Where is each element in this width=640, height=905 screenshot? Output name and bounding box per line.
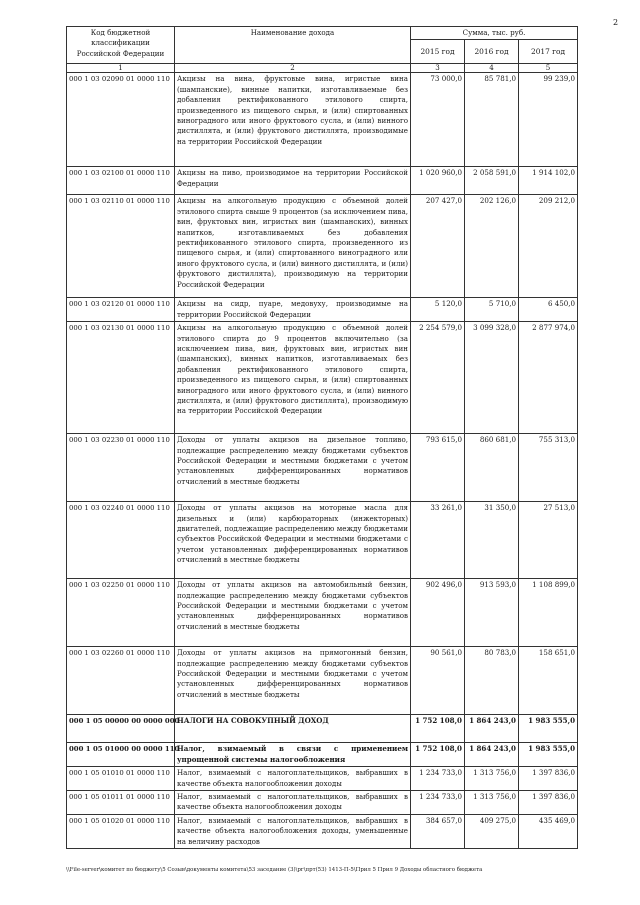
budget-code-cell: 000 1 03 02250 01 0000 110	[67, 579, 175, 647]
amount-2015-cell: 90 561,0	[411, 647, 465, 715]
amount-2015-cell: 1 020 960,0	[411, 167, 465, 195]
amount-2016-cell: 5 710,0	[465, 298, 519, 322]
amount-2017-cell: 99 239,0	[519, 73, 578, 167]
budget-code-cell: 000 1 05 01020 01 0000 110	[67, 814, 175, 848]
income-name-cell: Налог, взимаемый в связи с применением упрощенной системы налогообложения	[175, 743, 411, 767]
table-row	[67, 791, 578, 815]
amount-2015-cell: 793 615,0	[411, 434, 465, 502]
table-row	[67, 647, 578, 715]
income-name-cell: Акцизы на алкогольную продукцию с объемной долей этилового спирта свыше 9 процентов (за исключением пива, вин, фруктовых вин, игристых вин (шампанских), винных напитков, изготавливаемых без добавления ректификованного этилового спирта, произведенного из пищевого сырья, и (или) спиртованного виноградного или иного фруктового сусла, и (или) винного дистиллята, и (или) фруктового дистиллята), производимую на территории Российской Федерации	[175, 195, 411, 298]
header-sum-column: Сумма, тыс. руб.	[411, 27, 578, 40]
budget-code-cell: 000 1 03 02260 01 0000 110	[67, 647, 175, 715]
table-row	[67, 715, 578, 743]
amount-2017-cell: 755 313,0	[519, 434, 578, 502]
income-name-cell: Доходы от уплаты акцизов на моторные масла для дизельных и (или) карбюраторных (инжекторных) двигателей, подлежащие распределению между бюджетами субъектов Российской Федерации и местными бюджетами с учетом установленных дифференцированных нормативов отчислений в местные бюджеты	[175, 502, 411, 579]
amount-2017-cell: 1 397 836,0	[519, 767, 578, 791]
amount-2016-cell: 913 593,0	[465, 579, 519, 647]
amount-2017-cell: 1 983 555,0	[519, 743, 578, 767]
column-number: 3	[411, 64, 465, 73]
amount-2016-cell: 202 126,0	[465, 195, 519, 298]
amount-2017-cell: 158 651,0	[519, 647, 578, 715]
budget-code-cell: 000 1 03 02100 01 0000 110	[67, 167, 175, 195]
amount-2015-cell: 1 752 108,0	[411, 715, 465, 743]
budget-code-cell: 000 1 03 02230 01 0000 110	[67, 434, 175, 502]
table-row	[67, 322, 578, 434]
budget-income-table	[66, 26, 578, 849]
column-number: 1	[67, 64, 175, 73]
column-number: 4	[465, 64, 519, 73]
budget-code-cell: 000 1 03 02090 01 0000 110	[67, 73, 175, 167]
budget-code-cell: 000 1 05 01010 01 0000 110	[67, 767, 175, 791]
income-name-cell: Налог, взимаемый с налогоплательщиков, выбравших в качестве объекта налогообложения доходы	[175, 791, 411, 815]
header-year-2017: 2017 год	[519, 40, 578, 64]
amount-2015-cell: 207 427,0	[411, 195, 465, 298]
amount-2016-cell: 1 313 756,0	[465, 791, 519, 815]
table-row	[67, 814, 578, 848]
income-name-cell: Налог, взимаемый с налогоплательщиков, выбравших в качестве объекта налогообложения доходы, уменьшенные на величину расходов	[175, 814, 411, 848]
amount-2017-cell: 1 983 555,0	[519, 715, 578, 743]
table-row	[67, 73, 578, 167]
amount-2017-cell: 6 450,0	[519, 298, 578, 322]
amount-2015-cell: 1 752 108,0	[411, 743, 465, 767]
budget-code-cell: 000 1 03 02130 01 0000 110	[67, 322, 175, 434]
amount-2017-cell: 209 212,0	[519, 195, 578, 298]
amount-2017-cell: 1 108 899,0	[519, 579, 578, 647]
table-row	[67, 167, 578, 195]
amount-2017-cell: 2 877 974,0	[519, 322, 578, 434]
income-name-cell: Доходы от уплаты акцизов на автомобильный бензин, подлежащие распределению между бюджетами субъектов Российской Федерации и местными бюджетами с учетом установленных дифференцированных нормативов отчислений в местные бюджеты	[175, 579, 411, 647]
amount-2015-cell: 384 657,0	[411, 814, 465, 848]
table-row	[67, 502, 578, 579]
amount-2015-cell: 5 120,0	[411, 298, 465, 322]
income-name-cell: Доходы от уплаты акцизов на прямогонный бензин, подлежащие распределению между бюджетами субъектов Российской Федерации и местными бюджетами с учетом установленных дифференцированных нормативов отчислений в местные бюджеты	[175, 647, 411, 715]
income-name-cell: НАЛОГИ НА СОВОКУПНЫЙ ДОХОД	[175, 715, 411, 743]
column-number: 5	[519, 64, 578, 73]
amount-2015-cell: 1 234 733,0	[411, 767, 465, 791]
table-row	[67, 298, 578, 322]
amount-2015-cell: 33 261,0	[411, 502, 465, 579]
table-row	[67, 579, 578, 647]
amount-2015-cell: 73 000,0	[411, 73, 465, 167]
budget-code-cell: 000 1 05 00000 00 0000 000	[67, 715, 175, 743]
column-number: 2	[175, 64, 411, 73]
header-year-2015: 2015 год	[411, 40, 465, 64]
amount-2016-cell: 3 099 328,0	[465, 322, 519, 434]
amount-2015-cell: 2 254 579,0	[411, 322, 465, 434]
income-name-cell: Акцизы на вина, фруктовые вина, игристые вина (шампанские), винные напитки, изготавливаемые без добавления ректификованного этилового спирта, произведенного из пищевого сырья, и (или) спиртованных виноградного или иного фруктового сусла, и (или) винного дистиллята, и (или) фруктового дистиллята, производимые на территории Российской Федерации	[175, 73, 411, 167]
table-row	[67, 434, 578, 502]
table-row	[67, 767, 578, 791]
budget-code-cell: 000 1 05 01011 01 0000 110	[67, 791, 175, 815]
table-body	[67, 73, 578, 849]
amount-2016-cell: 1 864 243,0	[465, 743, 519, 767]
amount-2016-cell: 85 781,0	[465, 73, 519, 167]
amount-2016-cell: 31 350,0	[465, 502, 519, 579]
income-name-cell: Доходы от уплаты акцизов на дизельное топливо, подлежащие распределению между бюджетами субъектов Российской Федерации и местными бюджетами с учетом установленных дифференцированных нормативов отчислений в местные бюджеты	[175, 434, 411, 502]
amount-2016-cell: 409 275,0	[465, 814, 519, 848]
amount-2016-cell: 1 313 756,0	[465, 767, 519, 791]
header-name-column: Наименование дохода	[175, 27, 411, 64]
amount-2017-cell: 1 397 836,0	[519, 791, 578, 815]
budget-code-cell: 000 1 03 02110 01 0000 110	[67, 195, 175, 298]
amount-2016-cell: 860 681,0	[465, 434, 519, 502]
income-name-cell: Акцизы на алкогольную продукцию с объемной долей этилового спирта до 9 процентов включительно (за исключением пива, вин, фруктовых вин, игристых вин (шампанских), винных напитков, изготавливаемых без добавления ректификованного этилового спирта, произведенного из пищевого сырья, и (или) спиртованных виноградного или иного фруктового сусла, и (или) винного дистиллята, и (или) фруктового дистиллята), производимую на территории Российской Федерации	[175, 322, 411, 434]
income-name-cell: Акцизы на сидр, пуаре, медовуху, производимые на территории Российской Федерации	[175, 298, 411, 322]
table-row	[67, 195, 578, 298]
amount-2015-cell: 902 496,0	[411, 579, 465, 647]
amount-2017-cell: 1 914 102,0	[519, 167, 578, 195]
income-name-cell: Налог, взимаемый с налогоплательщиков, выбравших в качестве объекта налогообложения доходы	[175, 767, 411, 791]
budget-code-cell: 000 1 05 01000 00 0000 110	[67, 743, 175, 767]
budget-code-cell: 000 1 03 02240 01 0000 110	[67, 502, 175, 579]
amount-2017-cell: 435 469,0	[519, 814, 578, 848]
amount-2017-cell: 27 513,0	[519, 502, 578, 579]
amount-2015-cell: 1 234 733,0	[411, 791, 465, 815]
header-code-column: Код бюджетной классификации Российской Федерации	[67, 27, 175, 64]
header-year-2016: 2016 год	[465, 40, 519, 64]
table-row	[67, 743, 578, 767]
page-number: 2	[613, 18, 619, 27]
amount-2016-cell: 2 058 591,0	[465, 167, 519, 195]
amount-2016-cell: 80 783,0	[465, 647, 519, 715]
footer-file-path: \\File-server\комитет по бюджету\5 Созыв\документы комитета\53 заседание (3)\рг\прт(53) 1413-П-5\Прил 5 Прил 9 Доходы областного бюджета	[66, 867, 483, 873]
income-name-cell: Акцизы на пиво, производимое на территории Российской Федерации	[175, 167, 411, 195]
budget-code-cell: 000 1 03 02120 01 0000 110	[67, 298, 175, 322]
amount-2016-cell: 1 864 243,0	[465, 715, 519, 743]
